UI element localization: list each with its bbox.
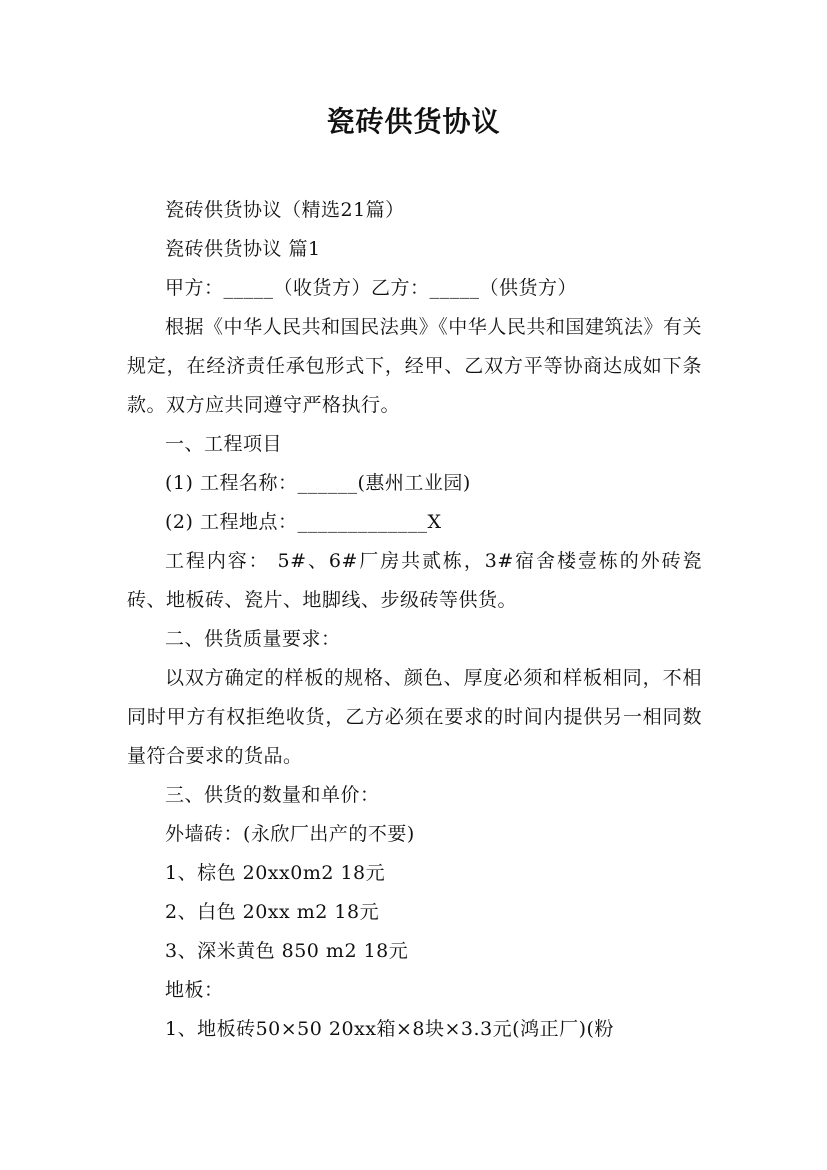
paragraph-parties: 甲方：_____（收货方）乙方：_____（供货方） xyxy=(165,277,578,299)
section-heading-quality: 二、供货质量要求： xyxy=(165,628,341,650)
document-body xyxy=(127,191,702,1049)
list-item-white: 2、白色 20xx m2 18元 xyxy=(165,901,380,923)
paragraph-project-content: 工程内容： 5#、6#厂房共贰栋，3#宿舍楼壹栋的外砖瓷砖、地板砖、瓷片、地脚线、步级砖等供货。 xyxy=(127,550,702,611)
list-item-brown: 1、棕色 20xx0m2 18元 xyxy=(165,862,386,884)
paragraph-preamble: 根据《中华人民共和国民法典》《中华人民共和国建筑法》有关规定，在经济责任承包形式下，经甲、乙双方平等协商达成如下条款。双方应共同遵守严格执行。 xyxy=(127,316,702,416)
section-heading-quantity-price: 三、供货的数量和单价： xyxy=(165,784,380,806)
paragraph-exterior-tiles: 外墙砖：(永欣厂出产的不要) xyxy=(165,823,415,845)
paragraph-project-name: (1) 工程名称：______(惠州工业园) xyxy=(165,472,471,494)
paragraph-project-location: (2) 工程地点：_____________X xyxy=(165,511,442,533)
section-heading-project: 一、工程项目 xyxy=(165,433,283,455)
paragraph-quality-requirement: 以双方确定的样板的规格、颜色、厚度必须和样板相同，不相同时甲方有权拒绝收货，乙方必须在要求的时间内提供另一相同数量符合要求的货品。 xyxy=(127,667,702,767)
document-title: 瓷砖供货协议 xyxy=(326,105,501,138)
list-item-deep-beige: 3、深米黄色 850 m2 18元 xyxy=(165,940,409,962)
paragraph-subtitle: 瓷砖供货协议（精选21篇） xyxy=(165,199,405,221)
paragraph-part-heading: 瓷砖供货协议 篇1 xyxy=(165,238,321,260)
list-item-floor-tile: 1、地板砖50×50 20xx箱×8块×3.3元(鸿正厂)(粉 xyxy=(165,1018,614,1040)
paragraph-floor-heading: 地板： xyxy=(165,979,224,1001)
